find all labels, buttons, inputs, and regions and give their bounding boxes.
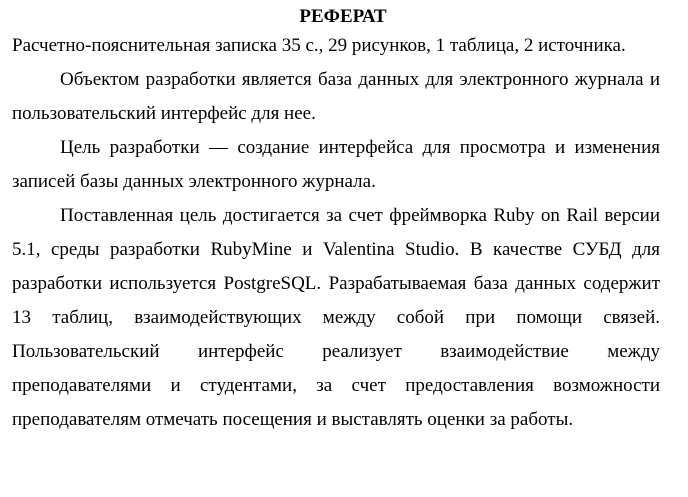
- summary-paragraph: Расчетно-пояснительная записка 35 с., 29 рисунков, 1 таблица, 2 источника.: [12, 35, 626, 56]
- goal-paragraph: Цель разработки — создание интерфейса для просмотра и изменения записей базы данных электронного журнала.: [12, 137, 660, 192]
- method-paragraph: Поставленная цель достигается за счет фреймворка Ruby on Rail версии 5.1, среды разработки RubyMine и Valentina Studio. В качестве СУБД для разработки используется PostgreSQL. Разрабатываемая база данных содержит 13 таблиц, взаимодействующих между собой при помощи связей. Пользовательский интерфейс реализует взаимодействие между преподавателями и студентами, за счет предоставления возможности преподавателям отмечать посещения и выставлять оценки за работы.: [12, 205, 660, 430]
- object-paragraph: Объектом разработки является база данных для электронного журнала и пользовательский интерфейс для нее.: [12, 69, 660, 124]
- document-title: РЕФЕРАТ: [299, 6, 387, 27]
